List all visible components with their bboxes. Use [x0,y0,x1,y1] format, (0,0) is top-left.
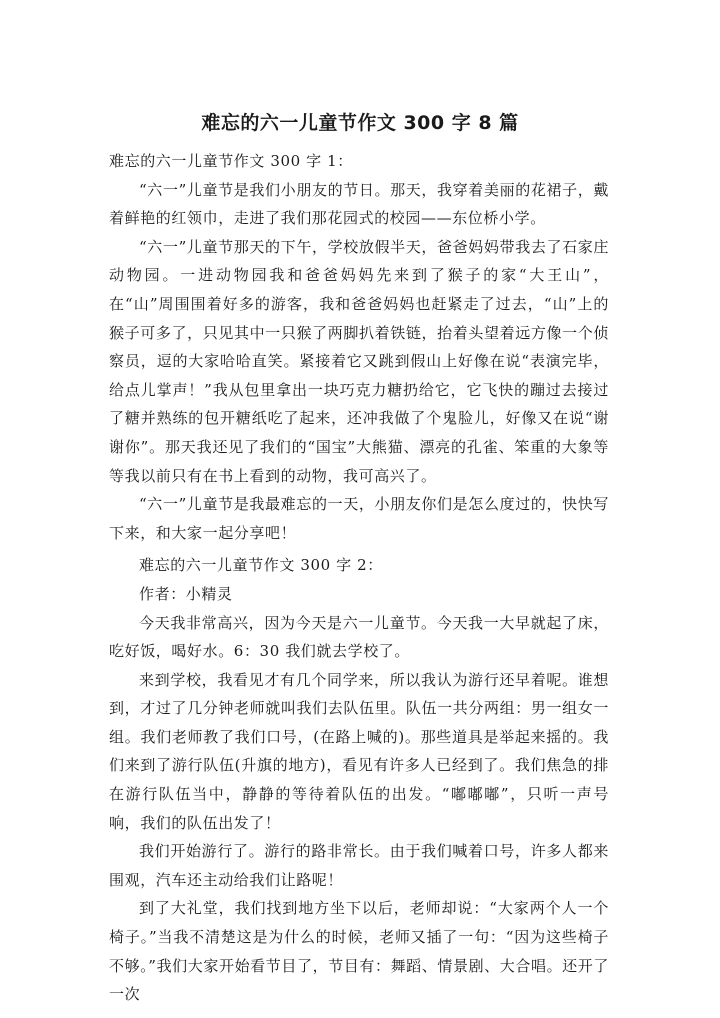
paragraph: 来到学校，我看见才有几个同学来，所以我认为游行还早着呢。谁想到，才过了几分钟老师就叫我们去队伍里。队伍一共分两组：男一组女一组。我们老师教了我们口号，(在路上喊的)。那些道具是举起来摇的。我们来到了游行队伍(升旗的地方)，看见有许多人已经到了。我们焦急的排在游行队伍当中，静静的等待着队伍的出发。“嘟嘟嘟”，只听一声号响，我们的队伍出发了！ [109,670,609,832]
paragraph: “六一”儿童节那天的下午，学校放假半天，爸爸妈妈带我去了石家庄动物园。一进动物园我和爸爸妈妈先来到了猴子的家“大王山”，在“山”周围围着好多的游客，我和爸爸妈妈也赶紧走了过去，“山”上的猴子可多了，只见其中一只猴了两脚扒着铁链，抬着头望着远方像一个侦察员，逗的大家哈哈直笑。紧接着它又跳到假山上好像在说“表演完毕，给点儿掌声！”我从包里拿出一块巧克力糖扔给它，它飞快的蹦过去接过了糖并熟练的包开糖纸吃了起来，还冲我做了个鬼脸儿，好像又在说“谢谢你”。那天我还见了我们的“国宝”大熊猫、漂亮的孔雀、笨重的大象等等我以前只有在书上看到的动物，我可高兴了。 [109,237,609,485]
author-line: 作者：小精灵 [139,584,233,603]
paragraph: “六一”儿童节是我最难忘的一天，小朋友你们是怎么度过的，快快写下来，和大家一起分享吧！ [109,495,609,542]
section-heading-2: 难忘的六一儿童节作文 300 字 2： [139,556,383,575]
paragraph: “六一”儿童节是我们小朋友的节日。那天，我穿着美丽的花裙子，戴着鲜艳的红领巾，走进了我们那花园式的校园——东位桥小学。 [109,180,609,228]
document-body [109,147,609,1009]
paragraph: 我们开始游行了。游行的路非常长。由于我们喊着口号，许多人都来围观，汽车还主动给我们让路呢！ [109,842,609,889]
document-title: 难忘的六一儿童节作文 300 字 8 篇 [201,112,519,134]
paragraph: 今天我非常高兴，因为今天是六一儿童节。今天我一大早就起了床，吃好饭，喝好水。6：30 我们就去学校了。 [109,613,609,661]
section-heading-1: 难忘的六一儿童节作文 300 字 1： [109,152,353,170]
paragraph: 到了大礼堂，我们找到地方坐下以后，老师却说：“大家两个人一个椅子。”当我不清楚这是为什么的时候，老师又插了一句：“因为这些椅子不够。”我们大家开始看节目了，节目有：舞蹈、情景剧、大合唱。还开了一次 [109,899,609,1004]
